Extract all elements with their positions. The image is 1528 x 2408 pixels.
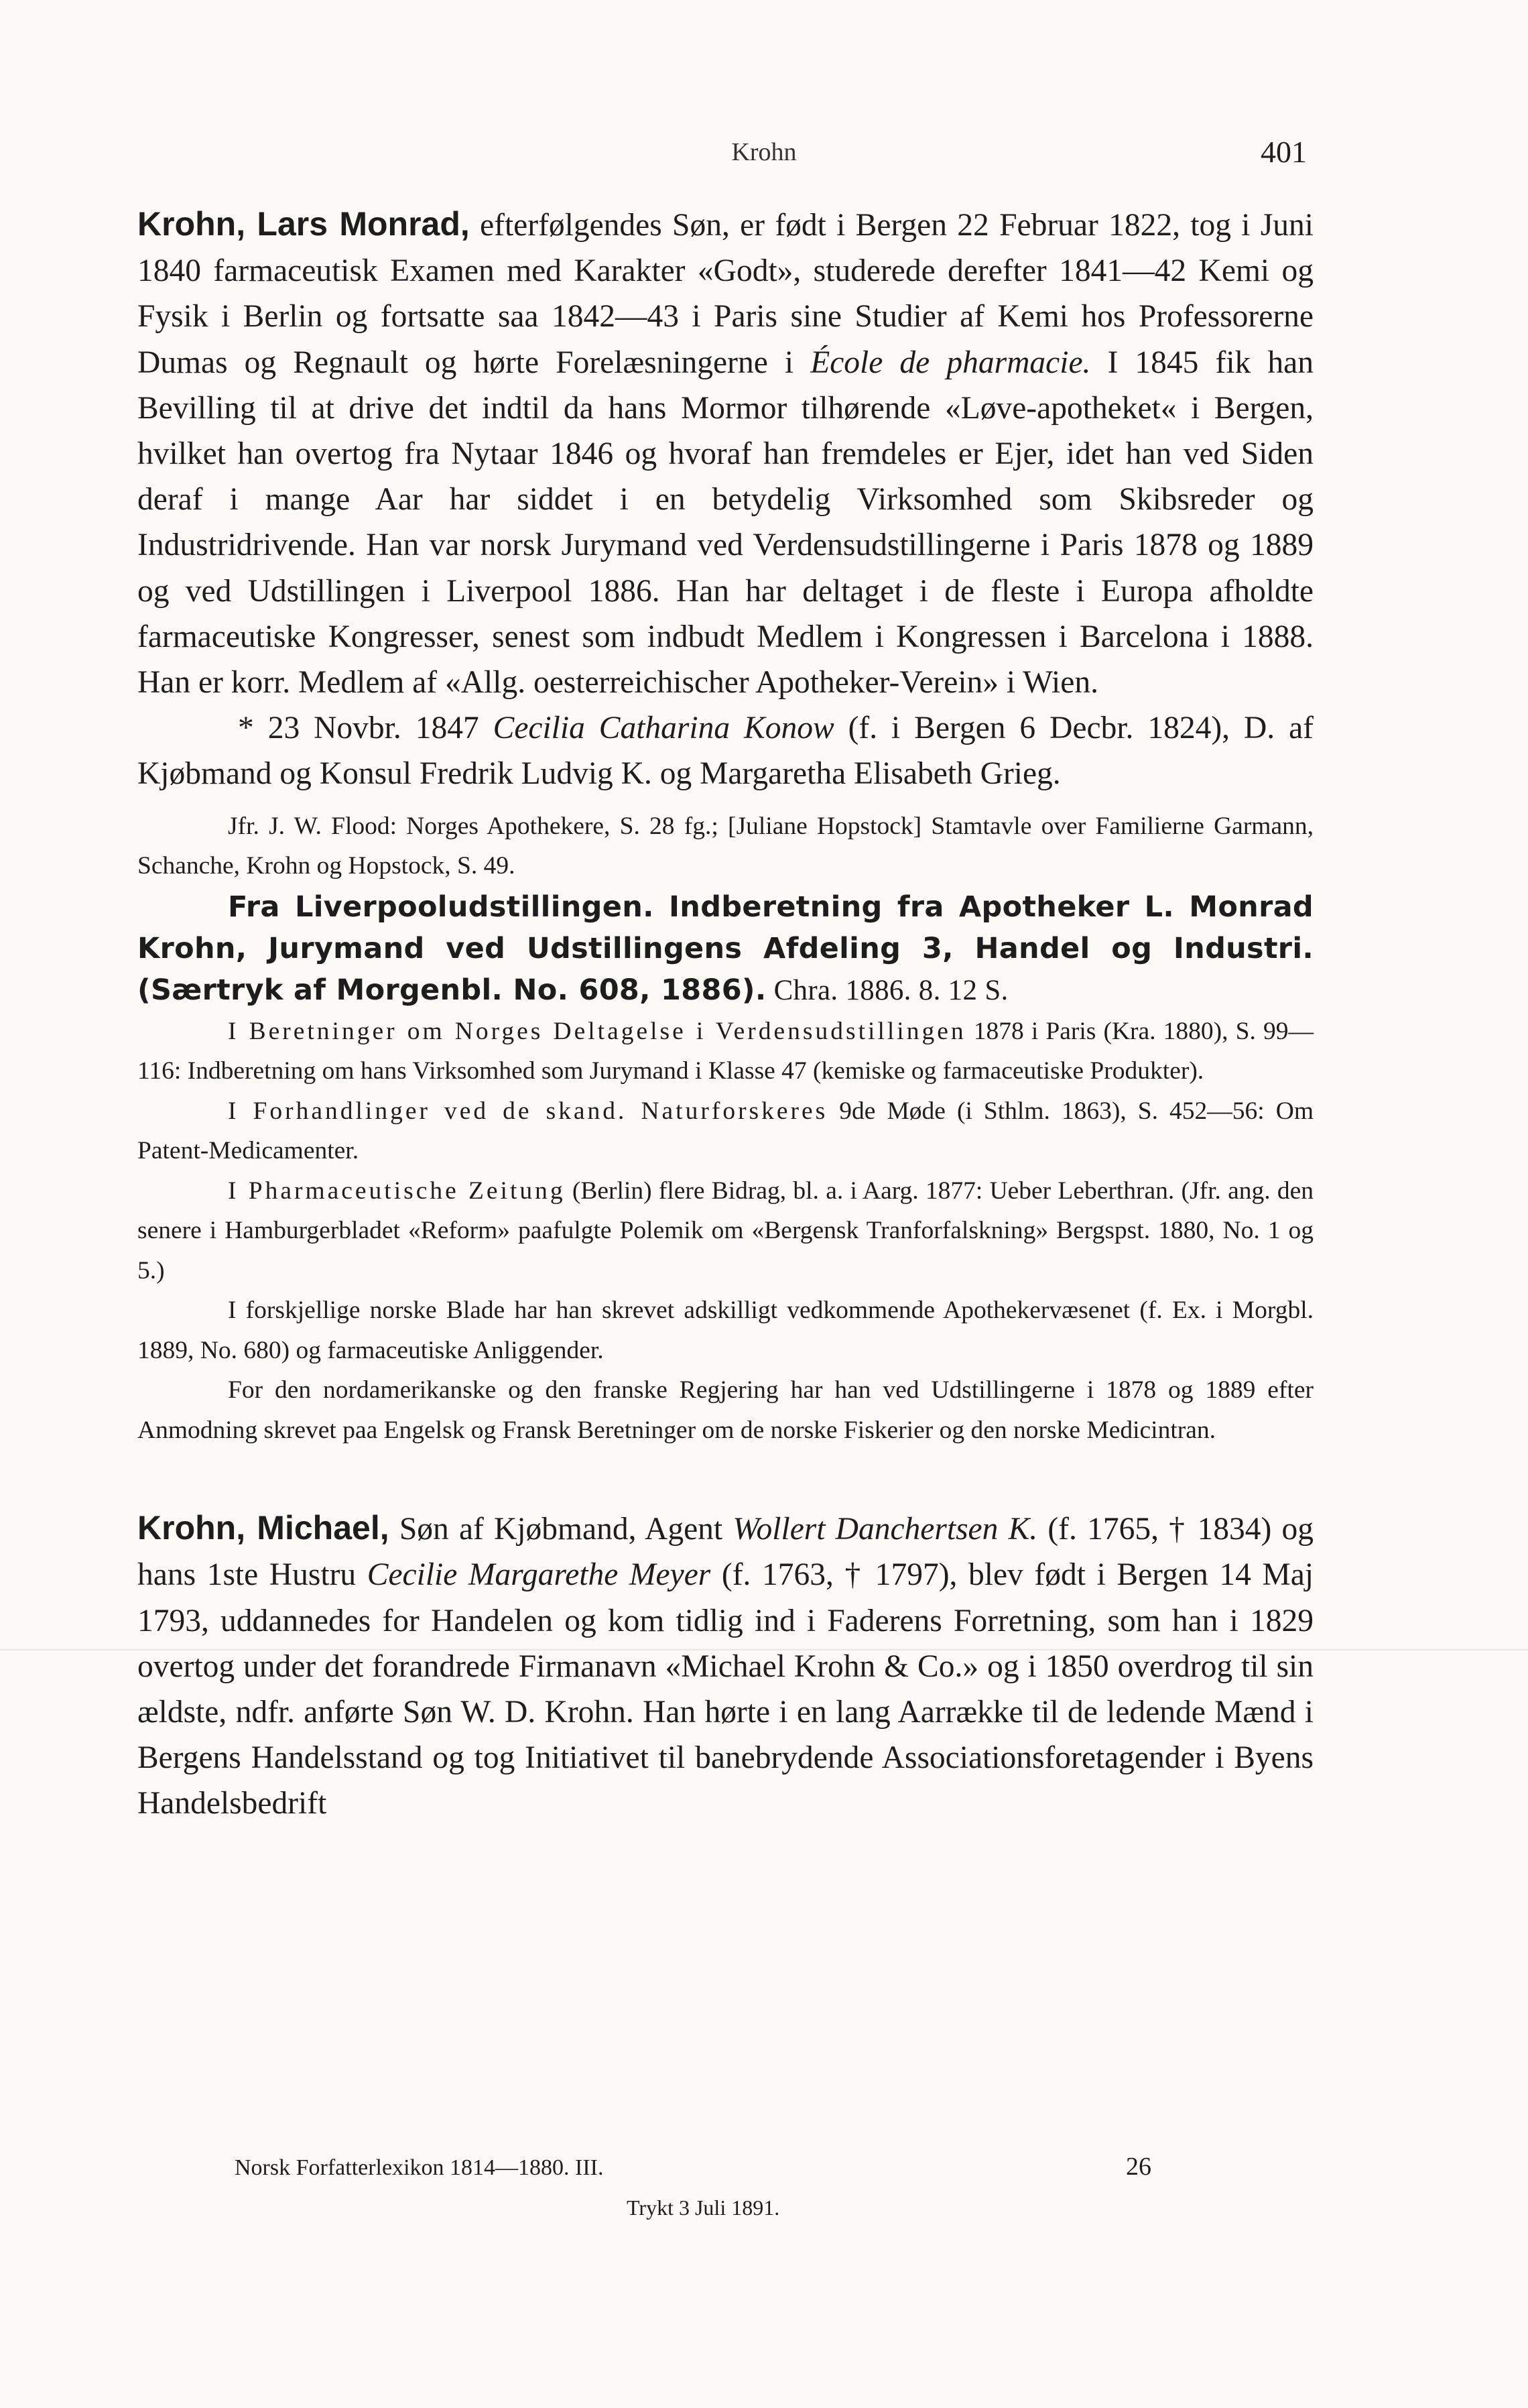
bib-item: I Beretninger om Norges Deltagelse i Verdensudstillingen 1878 i Paris (Kra. 1880), S. 99—116: Indberetning om hans Virksomhed som Jurymand i Klasse 47 (kemiske og farmaceutiske Produkter). — [137, 1017, 1314, 1085]
bib-item-fraktur: Fra Liverpooludstillingen. Indberetning fra Apotheker L. Monrad Krohn, Jurymand ved Udstillingens Afdeling 3, Handel og Industri. (Særtryk af Morgenbl. No. 608, 1886). Chra. 1886. 8. 12 S. — [137, 890, 1314, 1007]
page-content — [137, 201, 1314, 1827]
bib-item: Jfr. J. W. Flood: Norges Apothekere, S. 28 fg.; [Juliane Hopstock] Stamtavle over Familierne Garmann, Schanche, Krohn og Hopstock, S. 49. — [137, 812, 1314, 880]
entry-paragraph: Krohn, Michael, Søn af Kjøbmand, Agent Wollert Danchertsen K. (f. 1765, † 1834) og hans 1ste Hustru Cecilie Margarethe Meyer (f. 1763, † 1797), blev født i Bergen 14 Maj 1793, uddannedes for Handelen og kom tidlig ind i Faderens Forretning, som han i 1829 overtog under det forandrede Firmanavn «Michael Krohn & Co.» og i 1850 overdrog til sin ældste, ndfr. anførte Søn W. D. Krohn. Han hørte i en lang Aarrække til de ledende Mænd i Bergens Handelsstand og tog Initiativet til banebrydende Associationsforetagender i Byens Handelsbedrift — [137, 1509, 1314, 1821]
sheet-signature: Norsk Forfatterlexikon 1814—1880. III. — [235, 2155, 604, 2180]
entry-lars-monrad-krohn — [137, 201, 1314, 1450]
print-date: Trykt 3 Juli 1891. — [627, 2195, 780, 2220]
bib-item: I forskjellige norske Blade har han skrevet adskilligt vedkommende Apothekervæsenet (f. Ex. i Morgbl. 1889, No. 680) og farmaceutiske Anliggender. — [137, 1297, 1314, 1364]
sheet-number: 26 — [1126, 2153, 1151, 2181]
marriage-paragraph: * 23 Novbr. 1847 Cecilia Catharina Konow (f. i Bergen 6 Decbr. 1824), D. af Kjøbmand og Konsul Fredrik Ludvig K. og Margaretha Elisabeth Grieg. — [137, 711, 1314, 792]
bib-item: I Pharmaceutische Zeitung (Berlin) flere Bidrag, bl. a. i Aarg. 1877: Ueber Leberthran. (Jfr. ang. den senere i Hamburgerbladet «Reform» paafulgte Polemik om «Bergensk Tranforfalskning» Bergspst. 1880, No. 1 og 5.) — [137, 1177, 1314, 1284]
entry-name: Krohn, Michael, — [137, 1509, 389, 1547]
entry-michael-krohn — [137, 1505, 1314, 1826]
bib-item: For den nordamerikanske og den franske Regjering har han ved Udstillingerne i 1878 og 1889 efter Anmodning skrevet paa Engelsk og Fransk Beretninger om de norske Fiskerier og den norske Medicintran. — [137, 1376, 1314, 1444]
page-number: 401 — [1261, 135, 1307, 169]
entry-paragraph: Krohn, Lars Monrad, efterfølgendes Søn, er født i Bergen 22 Februar 1822, tog i Juni 1840 farmaceutisk Examen med Karakter «Godt», studerede derefter 1841—42 Kemi og Fysik i Berlin og fortsatte saa 1842—43 i Paris sine Studier af Kemi hos Professorerne Dumas og Regnault og hørte Forelæsningerne i École de pharmacie. I 1845 fik han Bevilling til at drive det indtil da hans Mormor tilhørende «Løve-apotheket« i Bergen, hvilket han overtog fra Nytaar 1846 og hvoraf han fremdeles er Ejer, idet han ved Siden deraf i mange Aar har siddet i en betydelig Virksomhed som Skibsreder og Industridrivende. Han var norsk Jurymand ved Verdensudstillingerne i Paris 1878 og 1889 og ved Udstillingen i Liverpool 1886. Han har deltaget i de fleste i Europa afholdte farmaceutiske Kongresser, senest som indbudt Medlem i Kongressen i Barcelona i 1888. Han er korr. Medlem af «Allg. oesterreichischer Apotheker-Verein» i Wien. — [137, 205, 1314, 701]
bibliography — [137, 806, 1314, 1451]
bib-item: I Forhandlinger ved de skand. Naturforskeres 9de Møde (i Sthlm. 1863), S. 452—56: Om Patent-Medicamenter. — [137, 1097, 1314, 1165]
running-head: Krohn — [731, 138, 797, 166]
entry-name: Krohn, Lars Monrad, — [137, 205, 470, 243]
